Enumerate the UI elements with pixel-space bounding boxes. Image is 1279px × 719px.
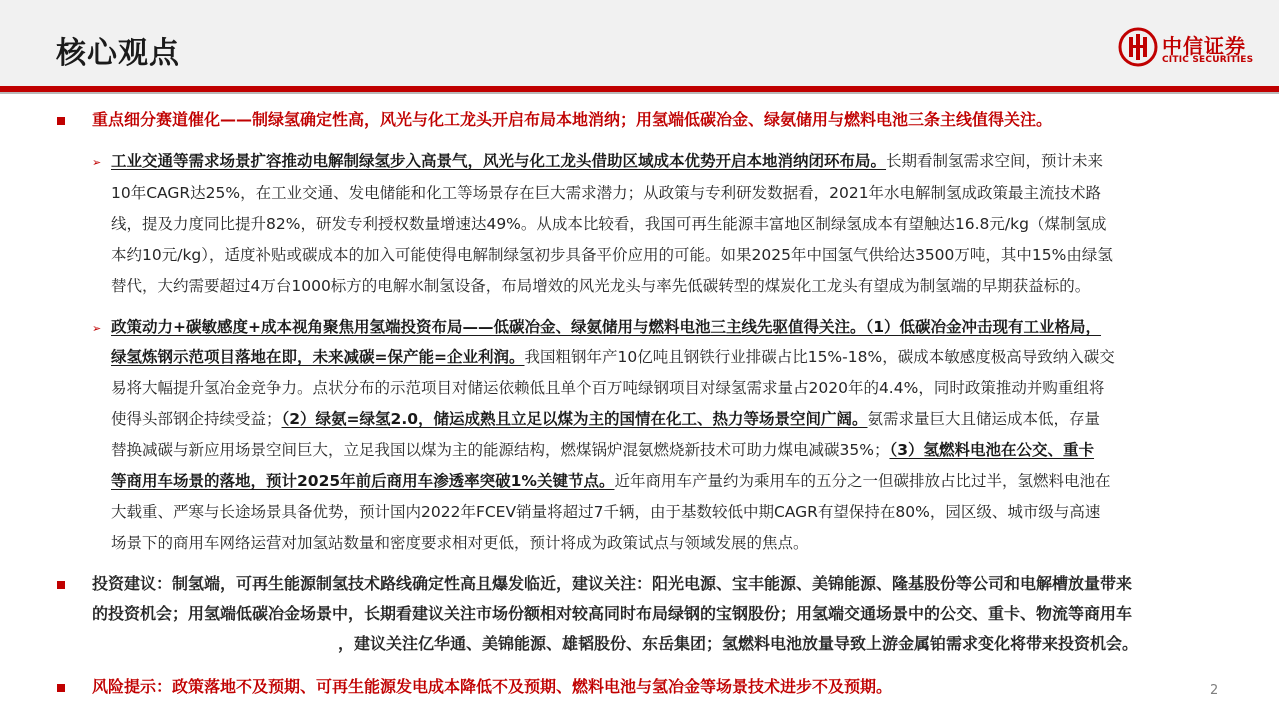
sub-point-2-line-5: 替换减碳与新应用场景空间巨大，立足我国以煤为主的能源结构，燃煤锅炉混氨燃烧新技术可助力煤电减碳35%；（3）氢燃料电池在公交、重卡	[111, 441, 1095, 459]
sub-point-1-line-4: 本约10元/kg），适度补贴或碳成本的加入可能使得电解制绿氢初步具备平价应用的可能。如果2025年中国氢气供给达3500万吨，其中15%由绿氢	[111, 246, 1113, 264]
sub-point-1-line-2: 10年CAGR达25%，在工业交通、发电储能和化工等场景存在巨大需求潜力；从政策与专利研发数据看，2021年水电解制氢成政策最主流技术路	[111, 184, 1102, 202]
investment-advice-line-1: 投资建议：制氢端，可再生能源制氢技术路线确定性高且爆发临近，建议关注：阳光电源、宝丰能源、美锦能源、隆基股份等公司和电解槽放量带来	[92, 574, 1133, 593]
citic-logo-icon	[1118, 27, 1158, 67]
sub-point-1-line-3: 线，提及力度同比提升82%，研发专利授权数量增速达49%。从成本比较看，我国可再生能源丰富地区制绿氢成本有望触达16.8元/kg（煤制氢成	[111, 215, 1107, 233]
investment-advice-line-2: 的投资机会；用氢端低碳冶金场景中，长期看建议关注市场份额相对较高同时布局绿钢的宝钢股份；用氢端交通场景中的公交、重卡、物流等商用车	[92, 604, 1133, 623]
sub-point-2-line-8: 场景下的商用车网络运营对加氢站数量和密度要求相对更低，预计将成为政策试点与领域发展的焦点。	[111, 534, 809, 552]
sub-point-1-line-1: 工业交通等需求场景扩容推动电解制绿氢步入高景气，风光与化工龙头借助区域成本优势开启本地消纳闭环布局。长期看制氢需求空间，预计未来	[111, 152, 1104, 170]
arrow-bullet-icon: ➢	[92, 156, 102, 169]
header-gray-rule	[0, 92, 1279, 94]
citic-logo	[1118, 27, 1258, 71]
key-point-heading: 重点细分赛道催化——制绿氢确定性高，风光与化工龙头开启布局本地消纳；用氢端低碳冶金、绿氨储用与燃料电池三条主线值得关注。	[92, 110, 1053, 129]
sub-point-2-line-1: 政策动力+碳敏感度+成本视角聚焦用氢端投资布局——低碳冶金、绿氨储用与燃料电池三主线先驱值得关注。（1）低碳冶金冲击现有工业格局，	[111, 318, 1102, 336]
sub-point-1-line-5: 替代，大约需要超过4万台1000标方的电解水制氢设备，布局增效的风光龙头与率先低碳转型的煤炭化工龙头有望成为制氢端的早期获益标的。	[111, 277, 1091, 295]
risk-warning: 风险提示：政策落地不及预期、可再生能源发电成本降低不及预期、燃料电池与氢冶金等场景技术进步不及预期。	[92, 677, 893, 696]
square-bullet-icon	[57, 684, 65, 692]
sub-point-2-line-3: 易将大幅提升氢冶金竞争力。点状分布的示范项目对储运依赖低且单个百万吨绿钢项目对绿氢需求量占2020年的4.4%，同时政策推动并购重组将	[111, 379, 1105, 397]
investment-advice-line-3: ，建议关注亿华通、美锦能源、雄韬股份、东岳集团；氢燃料电池放量导致上游金属铂需求变化将带来投资机会。	[338, 634, 1139, 653]
logo-text-en: CITIC SECURITIES	[1162, 55, 1254, 65]
page-title: 核心观点	[56, 36, 180, 71]
sub-point-2-line-7: 大载重、严寒与长途场景具备优势，预计国内2022年FCEV销量将超过7千辆，由于基数较低中期CAGR有望保持在80%，园区级、城市级与高速	[111, 503, 1101, 521]
square-bullet-icon	[57, 117, 65, 125]
sub-point-2-line-4: 使得头部钢企持续受益；（2）绿氨=绿氢2.0，储运成熟且立足以煤为主的国情在化工、热力等场景空间广阔。氨需求量巨大且储运成本低，存量	[111, 410, 1101, 428]
sub-point-2-line-6: 等商用车场景的落地，预计2025年前后商用车渗透率突破1%关键节点。近年商用车产量约为乘用车的五分之一但碳排放占比过半，氢燃料电池在	[111, 472, 1111, 490]
logo-text-cn: 中信证券	[1162, 34, 1246, 58]
square-bullet-icon	[57, 581, 65, 589]
header-bar	[0, 0, 1279, 86]
sub-point-2-line-2: 绿氢炼钢示范项目落地在即，未来减碳=保产能=企业利润。我国粗钢年产10亿吨且钢铁行业排碳占比15%-18%，碳成本敏感度极高导致纳入碳交	[111, 348, 1115, 366]
arrow-bullet-icon: ➢	[92, 322, 102, 335]
page-number: 2	[1210, 683, 1219, 698]
